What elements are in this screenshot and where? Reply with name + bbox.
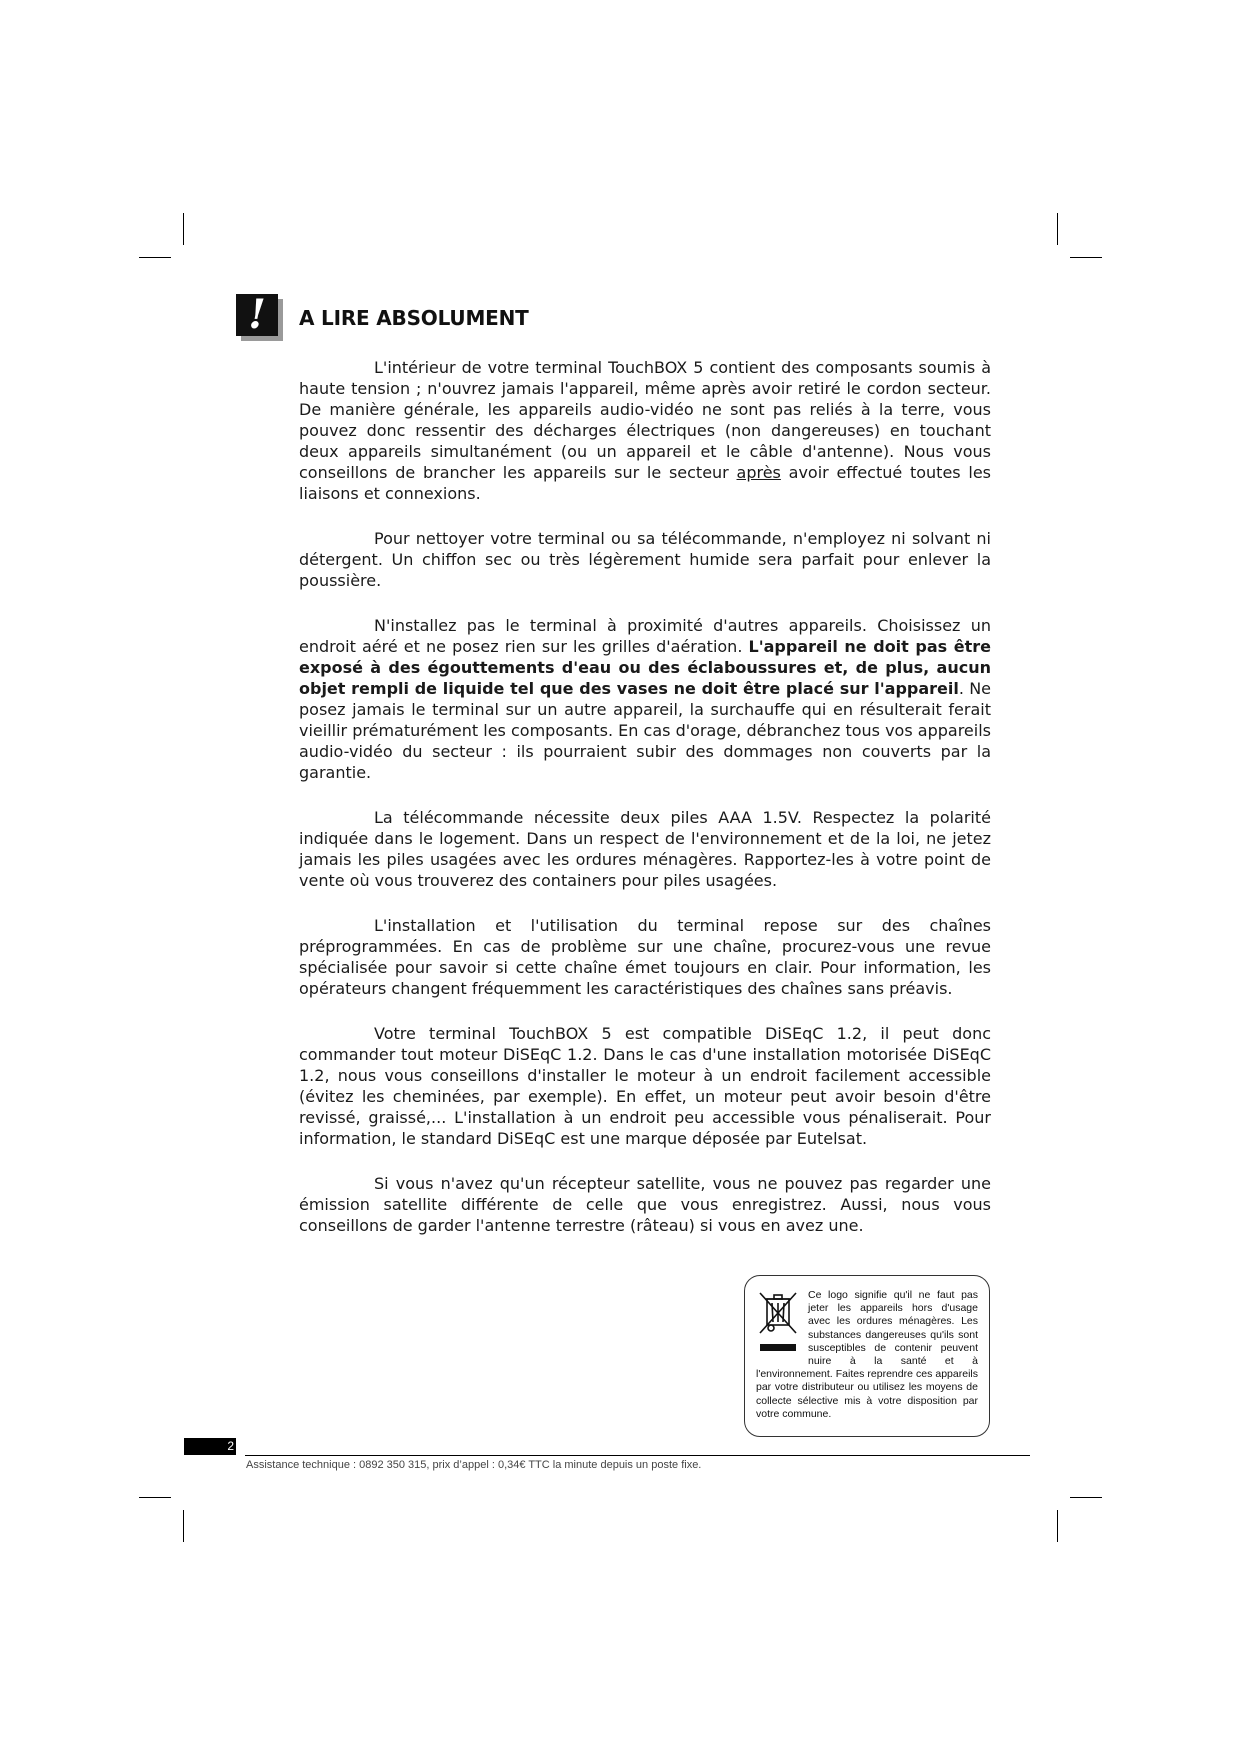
- weee-notice-text: Ce logo signifie qu'il ne faut pas jeter les appareils hors d'usage avec les ordures ménagères. Les substances dangereuses qu'ils sont susceptibles de contenir peuvent nuire à la santé et à l'environnement. Faites reprendre ces appareils par votre distributeur ou utilisez les moyens de collecte sélective mis à votre disposition par votre commune.: [756, 1289, 978, 1420]
- crop-mark-bottom-right-h: [1070, 1497, 1102, 1498]
- paragraph-diseqc: Votre terminal TouchBOX 5 est compatible DiSEqC 1.2, il peut donc commander tout moteur DiSEqC 1.2. Dans le cas d'une installation motorisée DiSEqC 1.2, nous vous conseillons d'installer le moteur à un endroit facilement accessible (évitez les cheminées, par exemple). En effet, un moteur peut avoir besoin d'être revissé, graissé,... L'installation à un endroit peu accessible vous pénaliserait. Pour information, le standard DiSEqC est une marque déposée par Eutelsat.: [299, 1024, 991, 1148]
- exclamation-icon: !: [236, 294, 282, 340]
- crop-mark-top-left-v: [183, 213, 184, 245]
- weee-notice-box: [744, 1275, 990, 1437]
- paragraph-antenna: Si vous n'avez qu'un récepteur satellite, vous ne pouvez pas regarder une émission satellite différente de celle que vous enregistrez. Aussi, nous vous conseillons de garder l'antenne terrestre (râteau) si vous en avez une.: [299, 1174, 991, 1235]
- crop-mark-bottom-left-h: [139, 1497, 171, 1498]
- crop-mark-top-left-h: [139, 257, 171, 258]
- paragraph-batteries: La télécommande nécessite deux piles AAA 1.5V. Respectez la polarité indiquée dans le logement. Dans un respect de l'environnement et de la loi, ne jetez jamais les piles usagées avec les ordures ménagères. Rapportez-les à votre point de vente où vous trouverez des containers pour piles usagées.: [299, 808, 991, 890]
- paragraph-high-voltage: L'intérieur de votre terminal TouchBOX 5 contient des composants soumis à haute tension ; n'ouvrez jamais l'appareil, même après avoir retiré le cordon secteur. De manière générale, les appareils audio-vidéo ne sont pas reliés à la terre, vous pouvez donc ressentir des décharges électriques (non dangereuses) en touchant deux appareils simultanément (ou un appareil et le câble d'antenne). Nous vous conseillons de brancher les appareils sur le secteur après avoir effectué toutes les liaisons et connexions.: [299, 358, 992, 503]
- crossed-out-bin-icon: [756, 1289, 802, 1355]
- crop-mark-top-right-v: [1057, 213, 1058, 245]
- page-number: 2: [184, 1438, 236, 1455]
- crop-mark-top-right-h: [1070, 257, 1102, 258]
- crop-mark-bottom-left-v: [183, 1510, 184, 1542]
- crop-mark-bottom-right-v: [1057, 1510, 1058, 1542]
- page-title: A LIRE ABSOLUMENT: [299, 306, 529, 330]
- safety-instructions: [299, 357, 991, 1260]
- paragraph-placement: N'installez pas le terminal à proximité d'autres appareils. Choisissez un endroit aéré et ne posez rien sur les grilles d'aération. L'appareil ne doit pas être exposé à des égouttements d'eau ou des éclaboussures et, de plus, aucun objet rempli de liquide tel que des vases ne doit être placé sur l'appareil. Ne posez jamais le terminal sur un autre appareil, la surchauffe qui en résulterait ferait vieillir prématurément les composants. En cas d'orage, débranchez tous vos appareils audio-vidéo du secteur : ils pourraient subir des dommages non couverts par la garantie.: [299, 616, 992, 782]
- footer-divider: [245, 1455, 1030, 1456]
- paragraph-channels: L'installation et l'utilisation du terminal repose sur des chaînes préprogrammées. En cas de problème sur une chaîne, procurez-vous une revue spécialisée pour savoir si cette chaîne émet toujours en clair. Pour information, les opérateurs changent fréquemment les caractéristiques des chaînes sans préavis.: [299, 916, 991, 998]
- support-footer: Assistance technique : 0892 350 315, prix d’appel : 0,34€ TTC la minute depuis un poste fixe.: [246, 1459, 702, 1471]
- paragraph-cleaning: Pour nettoyer votre terminal ou sa télécommande, n'employez ni solvant ni détergent. Un chiffon sec ou très légèrement humide sera parfait pour enlever la poussière.: [299, 529, 991, 590]
